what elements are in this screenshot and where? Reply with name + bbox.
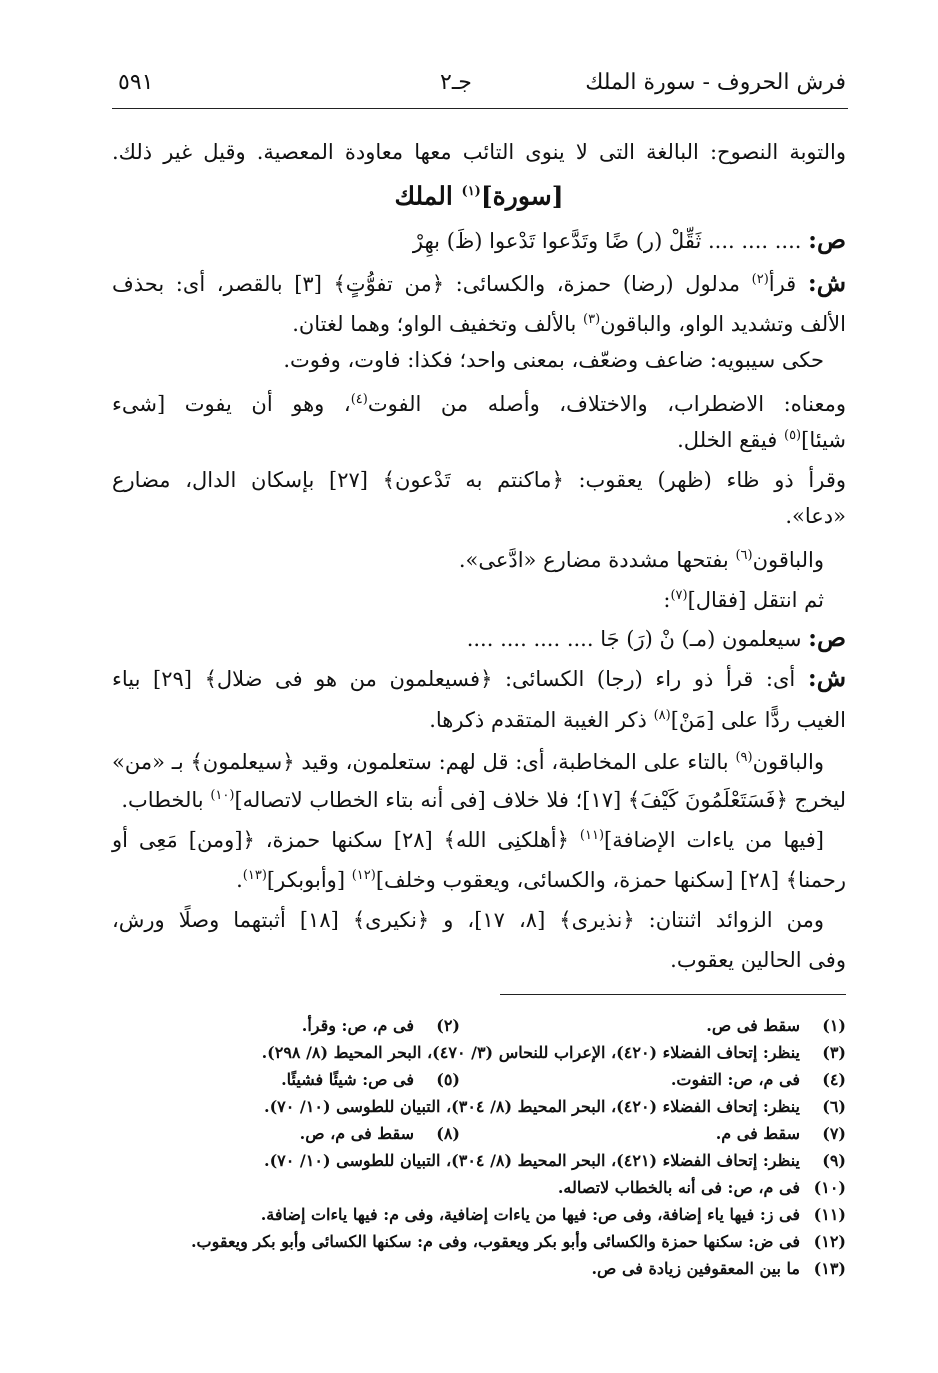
text-line [112,536,824,580]
footnote-row [112,1120,846,1147]
footnote-ref: (٥) [783,428,802,443]
footnote-text: سقط فى م. [715,1124,800,1143]
text-span: الألف وتشديد الواو، والباقون [600,312,846,336]
text-span: قرأ [768,272,808,296]
footnote-number: (٩) [822,1151,846,1170]
sura-heading [112,172,846,216]
footnote-ref: (٨) [653,708,671,723]
footnote-text: سقط فى م، ص. [299,1124,414,1143]
footnote-text: فى ض: سكنها حمزة والكسائى وأبو بكر ويعقوب، وفى م: سكنها الكسائى وأبو بكر ويعقوب. [190,1232,800,1251]
running-header-title: فرش الحروف - سورة الملك [585,70,846,95]
text-span: ﴿أهلكنِى الله﴾ [٢٨] سكنها حمزة، ﴿[ومن] مَعِى أو [112,828,580,852]
footnote-row [112,1093,846,1120]
commentary-marker: ش: [807,663,846,692]
footnote-row [112,1039,846,1066]
text-span: ، وهو أن يفوت [شىء [112,392,351,416]
page-number: ٥٩١ [118,70,154,95]
footnote-row [112,1147,846,1174]
footnote-separator [500,994,846,995]
verse-line [112,220,846,261]
text-span: [وأبوبكر] [266,868,352,892]
footnote-ref: (١٢) [351,868,376,883]
footnote-text: ينظر: إتحاف الفضلاء (٤٢١)، البحر المحيط (٨/ ٣٠٤)، التبيان للطوسى (١٠/ ٧٠). [264,1151,800,1170]
verse-text: .... .... .... ثَقِّلْ (ر) ضًا وتَدَّعوا تَدْعوا (ظَ) بهِرْ [412,229,802,253]
text-line [112,696,846,740]
footnote-ref: (١٣) [242,868,267,883]
verse-marker: ص: [808,623,846,652]
footnote-text: سقط فى ص. [706,1016,800,1035]
text-span: [فيها من ياءات الإضافة] [604,828,825,852]
running-header-volume: جـ٢ [440,70,472,95]
footnote-ref: (٩) [735,750,753,765]
footnote-number: (٥) [436,1070,460,1089]
footnote-row [112,1201,846,1228]
footnote-row [112,1228,846,1255]
footnote-text: فى م، ص: التفوت. [670,1070,800,1089]
text-span: شيئا] [801,428,846,452]
footnote-text: فى م، ص: فى أنه بالخطاب لاتصاله. [557,1178,800,1197]
text-span: ومعناه: الاضطراب، والاختلاف، وأصله من الفوت [367,392,846,416]
footnote-number: (١) [822,1016,846,1035]
text-line: وقرأ ذو ظاء (ظهر) يعقوب: ﴿ماكنتم به تَدْعون﴾ [٢٧] بإسكان الدال، مضارع [112,468,846,492]
verse-marker: ص: [808,225,846,254]
text-span: : [663,588,671,612]
footnote-row [112,1012,846,1039]
text-span: ذكر الغيبة المتقدم ذكرها. [429,708,654,732]
text-span: أى: قرأ ذو راء (رجا) الكسائى: ﴿فسيعلمون من هو فى ضلال﴾ [٢٩] بياء [112,667,808,691]
text-span: والباقون [752,750,824,774]
text-line [112,416,846,460]
text-line [112,856,846,900]
text-line [112,576,824,620]
text-span: فيقع الخلل. [677,428,784,452]
text-span: ثم انتقل [فقال] [687,588,824,612]
text-span: ليخرج ﴿فَسَتَعْلَمُونَ كَيْفَ﴾ [١٧]؛ فلا خلاف [فى أنه بتاء الخطاب لاتصاله] [234,788,846,812]
footnote-number: (٢) [436,1016,460,1035]
text-span: . [236,868,243,892]
footnote-ref: (٧) [670,588,688,603]
footnote-number: (٤) [822,1070,846,1089]
text-line: وفى الحالين يعقوب. [670,948,846,972]
text-span: الغيب ردًّا على [مَنْ] [670,708,846,732]
footnote-ref: (٦) [735,548,753,563]
footnote-text: فى م، ص: وقرأ. [301,1016,414,1035]
footnote-number: (٧) [822,1124,846,1143]
text-line [112,816,824,860]
footnote-ref: (٢) [751,272,769,287]
text-line: ومن الزوائد اثنتان: ﴿نذيرى﴾ [٨، ١٧]، و ﴿نكيرى﴾ [١٨] أثبتهما وصلًا ورش، [112,908,824,932]
footnote-text: فى ز: فيها ياء إضافة، وفى ص: فيها من ياءات إضافية، وفى م: فيها ياءات إضافة. [260,1205,800,1224]
footnote-ref: (٣) [583,312,601,327]
commentary-marker: ش: [807,268,846,297]
text-span: بالألف وتخفيف الواو؛ وهما لغتان. [292,312,584,336]
footnote-row [112,1174,846,1201]
sura-label: [سورة] [480,181,564,211]
footnote-ref: (١١) [579,828,605,843]
text-line [112,776,846,820]
commentary-line [112,658,846,699]
footnote-text: ينظر: إتحاف الفضلاء (٤٢٠)، الإعراب للنحاس (٣/ ٤٧٠)، البحر المحيط (٨/ ٢٩٨). [261,1043,800,1062]
footnote-number: (٦) [822,1097,846,1116]
header-rule [112,108,848,109]
footnote-number: (١٠) [813,1178,846,1197]
text-span: بالخطاب. [121,788,211,812]
footnote-number: (٨) [436,1124,460,1143]
footnote-number: (١٢) [813,1232,846,1251]
verse-text: سيعلمون (مـ) نْ (رَ) جَا .... .... .... .... [466,627,809,651]
text-line [112,300,846,344]
verse-line [112,618,846,659]
footnote-row [112,1255,846,1282]
text-span: والباقون [752,548,824,572]
commentary-line [112,260,846,304]
sura-name: الملك [394,181,462,211]
footnote-row [112,1066,846,1093]
footnote-number: (١١) [813,1205,846,1224]
footnote-ref: (١٠) [210,788,235,803]
footnote-number: (٣) [822,1043,846,1062]
text-line: حكى سيبويه: ضاعف وضعّف، بمعنى واحد؛ فكذا: فاوت، وفوت. [283,348,824,372]
footnote-ref: (٤) [350,392,368,407]
text-span: بفتحها مشددة مضارع «ادَّعى». [458,548,736,572]
footnote-text: ما بين المعقوفين زيادة فى ص. [591,1259,800,1278]
footnote-ref: (١) [461,184,481,199]
footnote-text: فى ص: شيئًا فشيئًا. [281,1070,414,1089]
text-span: بالتاء على المخاطبة، أى: قل لهم: ستعلمون، وقيد ﴿سيعلمون﴾ بـ «من» [112,750,736,774]
text-line: والتوبة النصوح: البالغة التى لا ينوى التائب معها معاودة المعصية. وقيل غير ذلك. [112,140,846,164]
text-span: مدلول (رضا) حمزة، والكسائى: ﴿من تفوُّتٍ﴾ [٣] بالقصر، أى: بحذف [112,272,752,296]
text-line: «دعا». [785,504,846,528]
footnote-text: ينظر: إتحاف الفضلاء (٤٢٠)، البحر المحيط (٨/ ٣٠٤)، التبيان للطوسى (١٠/ ٧٠). [264,1097,800,1116]
footnote-number: (١٣) [813,1259,846,1278]
text-span: رحمنا﴾ [٢٨] [سكنها حمزة، والكسائى، ويعقوب وخلف] [375,868,846,892]
